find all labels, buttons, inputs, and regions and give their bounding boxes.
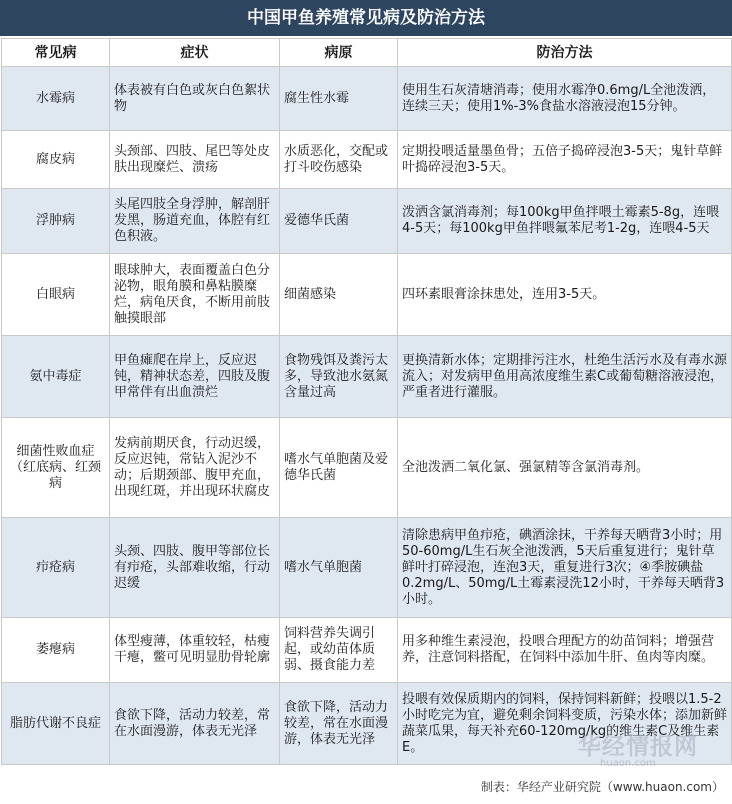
treatment-cell: 四环素眼膏涂抹患处，连用3-5天。 — [398, 254, 732, 336]
cause-cell: 饲料营养失调引起，或幼苗体质弱、摄食能力差 — [280, 618, 398, 683]
treatment-cell: 使用生石灰清塘消毒；使用水霉净0.6mg/L全池泼洒，连续三天；使用1%-3%食盐水溶液浸泡15分钟。 — [398, 67, 732, 131]
disease-cell: 脂肪代谢不良症 — [2, 683, 110, 765]
treatment-cell: 泼洒含氯消毒剂；每100kg甲鱼拌喂土霉素5-8g，连喂4-5天；每100kg甲鱼拌喂氟苯尼考1-2g，连喂4-5天 — [398, 189, 732, 254]
cause-cell: 嗜水气单胞菌 — [280, 518, 398, 618]
disease-cell: 萎瘪病 — [2, 618, 110, 683]
watermark-logo: 华经情报网 — [578, 734, 698, 760]
table-row — [2, 418, 732, 518]
column-header-symptom: 症状 — [110, 39, 280, 67]
symptom-cell: 体型瘦薄，体重较轻，枯瘦干瘪，鳖可见明显肋骨轮廓 — [110, 618, 280, 683]
symptom-cell: 发病前期厌食，行动迟缓，反应迟钝，常钻入泥沙不动；后期颈部、腹甲充血，出现红斑，并出现环状腐皮 — [110, 418, 280, 518]
table-row — [2, 131, 732, 189]
treatment-cell: 全池泼洒二氧化氯、强氯精等含氯消毒剂。 — [398, 418, 732, 518]
symptom-cell: 头颈、四肢、腹甲等部位长有疖疮，头部难收缩，行动迟缓 — [110, 518, 280, 618]
cause-cell: 爱德华氏菌 — [280, 189, 398, 254]
table-row — [2, 518, 732, 618]
disease-cell: 细菌性败血症（红底病、红颈病 — [2, 418, 110, 518]
cause-cell: 细菌感染 — [280, 254, 398, 336]
cause-cell: 食欲下降，活动力较差，常在水面漫游，体表无光泽 — [280, 683, 398, 765]
table-row — [2, 189, 732, 254]
disease-table — [1, 38, 732, 765]
cause-cell: 食物残饵及粪污太多，导致池水氨氮含量过高 — [280, 336, 398, 418]
symptom-cell: 头颈部、四肢、尾巴等处皮肤出现糜烂、溃疡 — [110, 131, 280, 189]
symptom-cell: 食欲下降，活动力较差，常在水面漫游，体表无光泽 — [110, 683, 280, 765]
disease-cell: 氨中毒症 — [2, 336, 110, 418]
symptom-cell: 眼球肿大，表面覆盖白色分泌物，眼角膜和鼻粘膜糜烂，病龟厌食，不断用前肢触摸眼部 — [110, 254, 280, 336]
column-header-cause: 病原 — [280, 39, 398, 67]
column-header-disease: 常见病 — [2, 39, 110, 67]
treatment-cell: 用多种维生素浸泡，投喂合理配方的幼苗饲料；增强营养，注意饲料搭配，在饲料中添加牛肝、鱼肉等肉糜。 — [398, 618, 732, 683]
header-row — [2, 39, 732, 67]
watermark-url: huaon.com — [600, 758, 656, 769]
disease-cell: 水霉病 — [2, 67, 110, 131]
symptom-cell: 体表被有白色或灰白色絮状物 — [110, 67, 280, 131]
cause-cell: 嗜水气单胞菌及爱德华氏菌 — [280, 418, 398, 518]
treatment-cell: 清除患病甲鱼疖疮，碘酒涂抹，干养每天晒背3小时；用50-60mg/L生石灰全池泼洒，5天后重复进行；鬼针草鲜叶打碎浸泡，连泡3天，重复进行3次；④季胺碘盐0.2mg/L、50mg/L土霉素浸洗12小时，干养每天晒背3小时。 — [398, 518, 732, 618]
table-row — [2, 336, 732, 418]
table-row — [2, 618, 732, 683]
cause-cell: 水质恶化，交配或打斗咬伤感染 — [280, 131, 398, 189]
table-row — [2, 683, 732, 765]
table-title: 中国甲鱼养殖常见病及防治方法 — [0, 0, 732, 36]
disease-cell: 疖疮病 — [2, 518, 110, 618]
symptom-cell: 头尾四肢全身浮肿，解剖肝发黑，肠道充血，体腔有红色积液。 — [110, 189, 280, 254]
treatment-cell: 更换清新水体；定期排污注水，杜绝生活污水及有毒水源流入；对发病甲鱼用高浓度维生素C或葡萄糖溶液浸泡，严重者进行灌服。 — [398, 336, 732, 418]
table-row — [2, 67, 732, 131]
disease-cell: 浮肿病 — [2, 189, 110, 254]
symptom-cell: 甲鱼瘫爬在岸上，反应迟钝，精神状态差，四肢及腹甲常伴有出血溃烂 — [110, 336, 280, 418]
cause-cell: 腐生性水霉 — [280, 67, 398, 131]
treatment-cell: 定期投喂适量墨鱼骨；五倍子捣碎浸泡3-5天；鬼针草鲜叶捣碎浸泡3-5天。 — [398, 131, 732, 189]
treatment-cell: 投喂有效保质期内的饲料，保持饲料新鲜；投喂以1.5-2小时吃完为宜，避免剩余饲料变质，污染水体；添加新鲜蔬菜瓜果，每天补充60-120mg/kg的维生素C及维生素E。 — [398, 683, 732, 765]
column-header-treatment: 防治方法 — [398, 39, 732, 67]
table-row — [2, 254, 732, 336]
disease-cell: 腐皮病 — [2, 131, 110, 189]
disease-cell: 白眼病 — [2, 254, 110, 336]
source-footer: 制表：华经产业研究院（www.huaon.com） — [480, 780, 724, 794]
